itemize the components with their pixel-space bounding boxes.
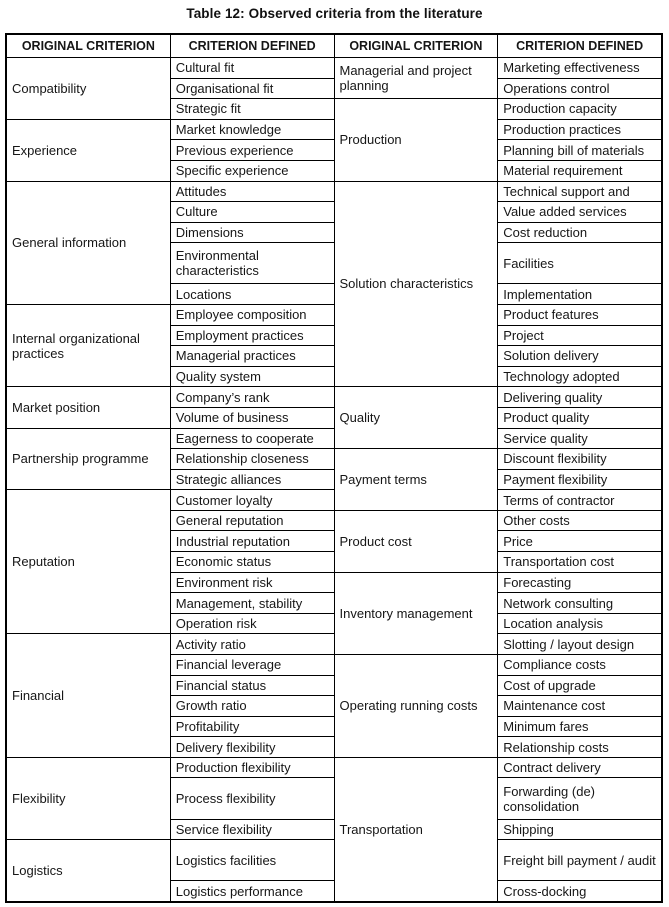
criterion-group-cell: Transportation bbox=[335, 758, 498, 901]
criterion-defined-cell: Logistics performance bbox=[171, 881, 334, 901]
criterion-defined-cell: Cost reduction bbox=[498, 223, 661, 243]
criterion-defined-cell: General reputation bbox=[171, 511, 334, 531]
criterion-defined-cell: Cultural fit bbox=[171, 58, 334, 78]
criterion-defined-cell: Forwarding (de) consolidation bbox=[498, 778, 661, 818]
criterion-defined-cell: Growth ratio bbox=[171, 696, 334, 716]
criterion-defined-cell: Quality system bbox=[171, 367, 334, 387]
criterion-group-cell: Internal organizational practices bbox=[7, 305, 170, 386]
criterion-defined-cell: Compliance costs bbox=[498, 655, 661, 675]
table-caption: Table 12: Observed criteria from the literature bbox=[186, 6, 483, 21]
criterion-group-cell: Compatibility bbox=[7, 58, 170, 119]
criterion-group-cell: Quality bbox=[335, 387, 498, 448]
criterion-defined-cell: Environmental characteristics bbox=[171, 243, 334, 283]
criterion-group-cell: Production bbox=[335, 99, 498, 180]
criterion-group-cell: Partnership programme bbox=[7, 429, 170, 490]
criterion-defined-cell: Dimensions bbox=[171, 223, 334, 243]
criterion-defined-cell: Employment practices bbox=[171, 326, 334, 346]
column-header: CRITERION DEFINED bbox=[498, 35, 661, 57]
criterion-defined-cell: Network consulting bbox=[498, 593, 661, 613]
criterion-group-cell: General information bbox=[7, 182, 170, 305]
criterion-group-cell: Solution characteristics bbox=[335, 182, 498, 387]
criterion-defined-cell: Cost of upgrade bbox=[498, 676, 661, 696]
criterion-defined-cell: Payment flexibility bbox=[498, 470, 661, 490]
column-header: ORIGINAL CRITERION bbox=[335, 35, 498, 57]
criterion-defined-cell: Financial status bbox=[171, 676, 334, 696]
criterion-defined-cell: Managerial practices bbox=[171, 346, 334, 366]
criterion-defined-cell: Discount flexibility bbox=[498, 449, 661, 469]
criterion-defined-cell: Implementation bbox=[498, 284, 661, 304]
criterion-defined-cell: Logistics facilities bbox=[171, 840, 334, 880]
criterion-group-cell: Managerial and project planning bbox=[335, 58, 498, 98]
criterion-defined-cell: Attitudes bbox=[171, 182, 334, 202]
criterion-defined-cell: Marketing effectiveness bbox=[498, 58, 661, 78]
criterion-defined-cell: Transportation cost bbox=[498, 552, 661, 572]
criterion-defined-cell: Solution delivery bbox=[498, 346, 661, 366]
criterion-defined-cell: Production practices bbox=[498, 120, 661, 140]
criterion-defined-cell: Project bbox=[498, 326, 661, 346]
criterion-defined-cell: Culture bbox=[171, 202, 334, 222]
criterion-group-cell: Experience bbox=[7, 120, 170, 181]
criterion-defined-cell: Process flexibility bbox=[171, 778, 334, 818]
criterion-defined-cell: Technology adopted bbox=[498, 367, 661, 387]
criterion-defined-cell: Market knowledge bbox=[171, 120, 334, 140]
criterion-group-cell: Flexibility bbox=[7, 758, 170, 839]
criterion-defined-cell: Value added services bbox=[498, 202, 661, 222]
criterion-defined-cell: Company’s rank bbox=[171, 387, 334, 407]
criterion-defined-cell: Economic status bbox=[171, 552, 334, 572]
column-header: ORIGINAL CRITERION bbox=[7, 35, 170, 57]
criterion-group-cell: Payment terms bbox=[335, 449, 498, 510]
criterion-defined-cell: Relationship closeness bbox=[171, 449, 334, 469]
criterion-defined-cell: Other costs bbox=[498, 511, 661, 531]
criterion-defined-cell: Terms of contractor bbox=[498, 490, 661, 510]
column-header: CRITERION DEFINED bbox=[171, 35, 334, 57]
criterion-defined-cell: Previous experience bbox=[171, 140, 334, 160]
criterion-defined-cell: Location analysis bbox=[498, 614, 661, 634]
criterion-group-cell: Market position bbox=[7, 387, 170, 427]
criterion-defined-cell: Delivery flexibility bbox=[171, 737, 334, 757]
criterion-defined-cell: Contract delivery bbox=[498, 758, 661, 778]
criterion-defined-cell: Forecasting bbox=[498, 573, 661, 593]
criterion-defined-cell: Planning bill of materials bbox=[498, 140, 661, 160]
criterion-group-cell: Inventory management bbox=[335, 573, 498, 654]
criterion-defined-cell: Financial leverage bbox=[171, 655, 334, 675]
criterion-group-cell: Financial bbox=[7, 634, 170, 757]
criterion-defined-cell: Service quality bbox=[498, 429, 661, 449]
criterion-defined-cell: Eagerness to cooperate bbox=[171, 429, 334, 449]
criterion-defined-cell: Profitability bbox=[171, 717, 334, 737]
criterion-defined-cell: Slotting / layout design bbox=[498, 634, 661, 654]
criterion-defined-cell: Freight bill payment / audit bbox=[498, 840, 661, 880]
criterion-defined-cell: Locations bbox=[171, 284, 334, 304]
criterion-defined-cell: Organisational fit bbox=[171, 79, 334, 99]
criterion-defined-cell: Strategic fit bbox=[171, 99, 334, 119]
criterion-defined-cell: Management, stability bbox=[171, 593, 334, 613]
criterion-defined-cell: Service flexibility bbox=[171, 820, 334, 840]
criterion-group-cell: Reputation bbox=[7, 490, 170, 633]
criterion-defined-cell: Delivering quality bbox=[498, 387, 661, 407]
criterion-group-cell: Product cost bbox=[335, 511, 498, 572]
criterion-defined-cell: Operation risk bbox=[171, 614, 334, 634]
criterion-defined-cell: Environment risk bbox=[171, 573, 334, 593]
criterion-defined-cell: Technical support and bbox=[498, 182, 661, 202]
criterion-group-cell: Operating running costs bbox=[335, 655, 498, 757]
criterion-defined-cell: Production capacity bbox=[498, 99, 661, 119]
criterion-defined-cell: Price bbox=[498, 531, 661, 551]
criterion-defined-cell: Volume of business bbox=[171, 408, 334, 428]
criterion-group-cell: Logistics bbox=[7, 840, 170, 901]
criterion-defined-cell: Product features bbox=[498, 305, 661, 325]
criterion-defined-cell: Customer loyalty bbox=[171, 490, 334, 510]
criterion-defined-cell: Facilities bbox=[498, 243, 661, 283]
criterion-defined-cell: Employee composition bbox=[171, 305, 334, 325]
criterion-defined-cell: Strategic alliances bbox=[171, 470, 334, 490]
criteria-table bbox=[5, 33, 663, 903]
criterion-defined-cell: Cross-docking bbox=[498, 881, 661, 901]
criterion-defined-cell: Minimum fares bbox=[498, 717, 661, 737]
criterion-defined-cell: Relationship costs bbox=[498, 737, 661, 757]
criterion-defined-cell: Product quality bbox=[498, 408, 661, 428]
criterion-defined-cell: Maintenance cost bbox=[498, 696, 661, 716]
criterion-defined-cell: Production flexibility bbox=[171, 758, 334, 778]
criterion-defined-cell: Specific experience bbox=[171, 161, 334, 181]
criterion-defined-cell: Material requirement bbox=[498, 161, 661, 181]
criterion-defined-cell: Activity ratio bbox=[171, 634, 334, 654]
criterion-defined-cell: Shipping bbox=[498, 820, 661, 840]
criterion-defined-cell: Operations control bbox=[498, 79, 661, 99]
criterion-defined-cell: Industrial reputation bbox=[171, 531, 334, 551]
